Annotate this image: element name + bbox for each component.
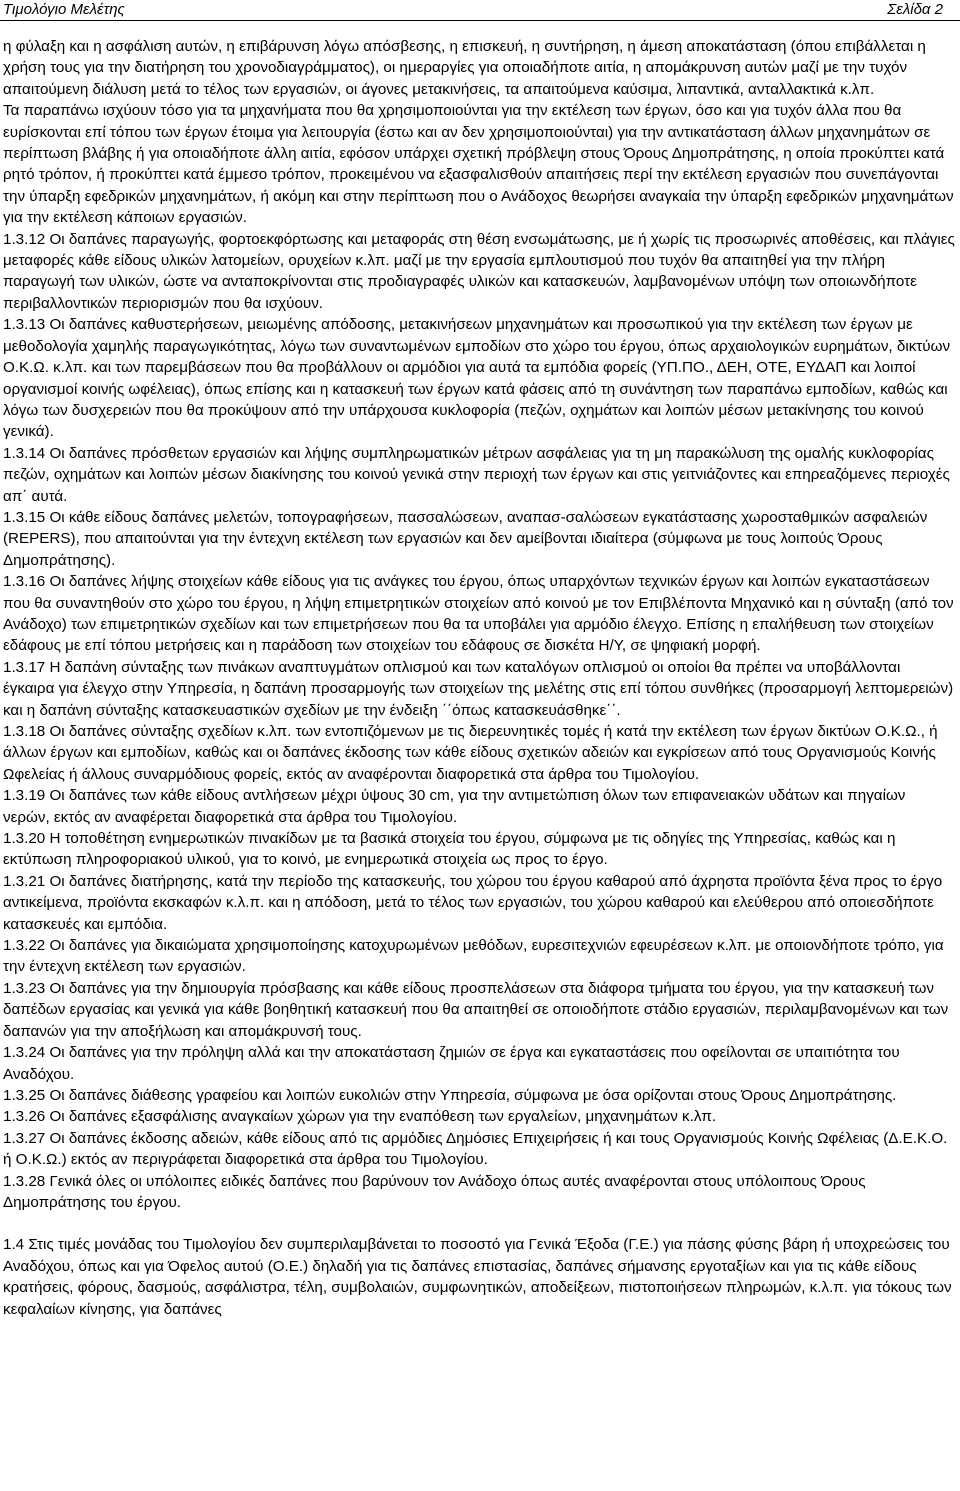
paragraph-1-3-27: 1.3.27 Οι δαπάνες έκδοσης αδειών, κάθε είδους από τις αρμόδιες Δημόσιες Επιχειρήσεις ή και τους Οργανισμούς Κοινής Ωφέλειας (Δ.Ε.Κ.Ο. ή Ο.Κ.Ω.) εκτός αν περιγράφεται διαφορετικά στα άρθρα του Τιμολογίου. <box>3 1129 948 1169</box>
paragraph-1-3-12: 1.3.12 Οι δαπάνες παραγωγής, φορτοεκφόρτωσης και μεταφοράς στη θέση ενσωμάτωσης, με ή χωρίς τις προσωρινές αποθέσεις, και πλάγιες μεταφορές κάθε είδους υλικών λατομείων, ορυχείων κ.λπ. μαζί με την εργασία εμπλουτισμού που τυχόν θα απαιτηθεί για την πλήρη παραγωγή των υλικών, ώστε να ανταποκρίνονται στις προδιαγραφές υλικών και κατασκευών, λαμβανομένων υπόψη των οποιωνδήποτε περιβαλλοντικών περιορισμών που θα ισχύουν. <box>3 230 955 312</box>
paragraph: η φύλαξη και η ασφάλιση αυτών, η επιβάρυνση λόγω απόσβεσης, η επισκευή, η συντήρηση, η άμεση αποκατάσταση (όπου επιβάλλεται η χρήση τους για την διατήρηση του χρονοδιαγράμματος), οι ημεραργίες για οποιαδήποτε αιτία, η απομάκρυνση αυτών μαζί με την τυχόν απαιτούμενη διάλυση μετά το τέλος των εργασιών, οι άγονες μετακινήσεις, τα απαιτούμενα καύσιμα, λιπαντικά, ανταλλακτικά κ.λπ. <box>3 38 926 98</box>
paragraph-1-3-20: 1.3.20 Η τοποθέτηση ενημερωτικών πινακίδων με τα βασικά στοιχεία του έργου, σύμφωνα με τις οδηγίες της Υπηρεσίας, καθώς και η εκτύπωση πληροφοριακού υλικού, για το κοινό, με ενημερωτικά στοιχεία ως προς το έργο. <box>3 830 896 869</box>
paragraph-1-3-19: 1.3.19 Οι δαπάνες των κάθε είδους αντλήσεων μέχρι ύψους 30 cm, για την αντιμετώπιση όλων των επιφανειακών υδάτων και πηγαίων νερών, εκτός αν αναφέρεται διαφορετικά στα άρθρα του Τιμολογίου. <box>3 787 906 826</box>
header-divider <box>0 20 960 21</box>
paragraph-1-3-22: 1.3.22 Οι δαπάνες για δικαιώματα χρησιμοποίησης κατοχυρωμένων μεθόδων, ευρεσιτεχνιών εφευρέσεων κ.λπ. με οποιονδήποτε τρόπο, για την έντεχνη εκτέλεση των εργασιών. <box>3 937 944 976</box>
paragraph-1-3-26: 1.3.26 Οι δαπάνες εξασφάλισης αναγκαίων χώρων για την εναπόθεση των εργαλείων, μηχανημάτων κ.λπ. <box>3 1108 717 1126</box>
paragraph-1-3-25: 1.3.25 Οι δαπάνες διάθεσης γραφείου και λοιπών ευκολιών στην Υπηρεσία, σύμφωνα με όσα ορίζονται στους Όρους Δημοπράτησης. <box>3 1086 897 1104</box>
paragraph-1-3-17: 1.3.17 Η δαπάνη σύνταξης των πινάκων αναπτυγμάτων οπλισμού και των καταλόγων οπλισμού οι οποίοι θα πρέπει να υποβάλλονται έγκαιρα για έλεγχο στην Υπηρεσία, η δαπάνη προσαρμογής των στοιχείων της μελέτης στις επί τόπου συνθήκες (προσαρμογή λεπτομερειών) και η δαπάνη σύνταξης κατασκευαστικών σχεδίων με την ένδειξη ΄΄όπως κατασκευάσθηκε΄΄. <box>3 658 954 719</box>
paragraph-1-3-23: 1.3.23 Οι δαπάνες για την δημιουργία πρόσβασης και κάθε είδους προσπελάσεων στα διάφορα τμήματα του έργου, για την κατασκευή των δαπέδων εργασίας και γενικά για κάθε βοηθητική κατασκευή που θα απαιτηθεί σε οποιοδήποτε στάδιο εργασιών, περιλαμβανομένων και των δαπανών για την αποξήλωση και απομάκρυνσή τους. <box>3 979 949 1040</box>
paragraph-1-3-24: 1.3.24 Οι δαπάνες για την πρόληψη αλλά και την αποκατάσταση ζημιών σε έργα και εγκαταστάσεις που οφείλονται σε υπαιτιότητα του Αναδόχου. <box>3 1044 900 1083</box>
paragraph-1-3-14: 1.3.14 Οι δαπάνες πρόσθετων εργασιών και λήψης συμπληρωματικών μέτρων ασφάλειας για τη μη παρακώλυση της ομαλής κυκλοφορίας πεζών, οχημάτων και λοιπών μέσων διακίνησης του κοινού γενικά στην περιοχή των έργων και στις γειτνιάζοντες και επηρεαζόμενες περιοχές απ΄ αυτά. <box>3 444 950 505</box>
paragraph: Τα παραπάνω ισχύουν τόσο για τα μηχανήματα που θα χρησιμοποιούνται για την εκτέλεση των έργων, όσο και για τυχόν άλλα που θα ευρίσκονται επί τόπου των έργων έτοιμα για λειτουργία (έστω και αν δεν χρησιμοποιούνται) για την αντικατάσταση άλλων μηχανημάτων σε περίπτωση βλάβης ή για οποιαδήποτε άλλη αιτία, εφόσον υπάρχει σχετική πρόβλεψη στους Όρους Δημοπράτησης, η οποία προκύπτει κατά ρητό τρόπον, ή προκύπτει κατά έμμεσο τρόπον, προκειμένου να εξασφαλισθούν απαιτήσεις περί την εκτέλεση εργασιών που συνεπάγονται την ύπαρξη εφεδρικών μηχανημάτων, ή ακόμη και στην περίπτωση που ο Ανάδοχος θεωρήσει αναγκαία την ύπαρξη εφεδρικών μηχανημάτων για την εκτέλεση κάποιων εργασιών. <box>3 102 954 227</box>
paragraph-1-3-21: 1.3.21 Οι δαπάνες διατήρησης, κατά την περίοδο της κατασκευής, του χώρου του έργου καθαρού από άχρηστα προϊόντα ξένα προς το έργο αντικείμενα, προϊόντα εκσκαφών κ.λ.π. και η απόδοση, μετά το τέλος των εργασιών, του χώρου καθαρού και ελεύθερου από οποιεσδήποτε κατασκευές και εμπόδια. <box>3 872 943 933</box>
paragraph-spacer <box>3 1213 955 1234</box>
document-body <box>3 36 955 1320</box>
document-title: Τιμολόγιο Μελέτης <box>3 1 125 18</box>
paragraph-1-4: 1.4 Στις τιμές μονάδας του Τιμολογίου δεν συμπεριλαμβάνεται το ποσοστό για Γενικά Έξοδα (Γ.Ε.) για πάσης φύσης βάρη ή υποχρεώσεις του Αναδόχου, όπως και για Όφελος αυτού (Ο.Ε.) δηλαδή για τις δαπάνες επιστασίας, δαπάνες σήμανσης εργοταξίων και για τις κάθε είδους κρατήσεις, φόρους, δασμούς, ασφάλιστρα, τέλη, συμβολαιών, συμφωνητικών, αποδείξεων, πιστοποιήσεων πληρωμών, κ.λ.π. για τόκους των κεφαλαίων κίνησης, για δαπάνες <box>3 1236 952 1318</box>
paragraph-1-3-13: 1.3.13 Οι δαπάνες καθυστερήσεων, μειωμένης απόδοσης, μετακινήσεων μηχανημάτων και προσωπικού για την εκτέλεση των έργων με μεθοδολογία χαμηλής παραγωγικότητας, λόγω των συναντωμένων εμποδίων στο χώρο του έργου, όπως αρχαιολογικών ευρημάτων, δικτύων Ο.Κ.Ω. κ.λπ. και των παρεμβάσεων που θα προβάλλουν οι αρμόδιοι για αυτά τα εμπόδια φορείς (ΥΠ.ΠΟ., ΔΕΗ, ΟΤΕ, ΕΥΔΑΠ και λοιποί οργανισμοί κοινής ωφέλειας), όπως επίσης και η κατασκευή των έργων κατά φάσεις από τη συνάντηση των παραπάνω εμποδίων, καθώς και λόγω των δυσχερειών που θα προκύψουν από την υπάρχουσα κυκλοφορία (πεζών, οχημάτων και λοιπών μέσων μετακίνησης του κοινού γενικά). <box>3 316 951 441</box>
paragraph-1-3-16: 1.3.16 Οι δαπάνες λήψης στοιχείων κάθε είδους για τις ανάγκες του έργου, όπως υπαρχόντων τεχνικών έργων και λοιπών εγκαταστάσεων που θα συναντηθούν στο χώρο του έργου, η λήψη επιμετρητικών στοιχείων από κοινού με τον Επιβλέποντα Μηχανικό και η σύνταξη (από τον Ανάδοχο) των επιμετρητικών σχεδίων και των επιμετρήσεων που θα τα υποβάλει για αρμόδιο έλεγχο. Επίσης η επαλήθευση των στοιχείων εδάφους με επί τόπου μετρήσεις και η παράδοση των στοιχείων του εδάφους σε δισκέτα Η/Υ, σε ψηφιακή μορφή. <box>3 573 954 655</box>
paragraph-1-3-15: 1.3.15 Οι κάθε είδους δαπάνες μελετών, τοπογραφήσεων, πασσαλώσεων, αναπασ-σαλώσεων εγκατάστασης χωροσταθμικών ασφαλειών (REPERS), που απαιτούνται για την έντεχνη εκτέλεση των εργασιών και δεν αμείβονται ιδιαίτερα (σύμφωνα με τους λοιπούς Όρους Δημοπράτησης). <box>3 508 928 569</box>
paragraph-1-3-18: 1.3.18 Οι δαπάνες σύνταξης σχεδίων κ.λπ. των εντοπιζόμενων με τις διερευνητικές τομές ή κατά την εκτέλεση των έργων δικτύων Ο.Κ.Ω., ή άλλων έργων και εμποδίων, καθώς και οι δαπάνες έκδοσης των κάθε είδους σχετικών αδειών και εγκρίσεων από τους Οργανισμούς Κοινής Ωφελείας ή άλλους συναρμόδιους φορείς, εκτός αν αναφέρονται διαφορετικά στα άρθρα του Τιμολογίου. <box>3 723 938 783</box>
page-number: Σελίδα 2 <box>887 1 943 18</box>
page-header <box>0 0 960 22</box>
paragraph-1-3-28: 1.3.28 Γενικά όλες οι υπόλοιπες ειδικές δαπάνες που βαρύνουν τον Ανάδοχο όπως αυτές αναφέρονται στους υπόλοιπους Όρους Δημοπράτησης του έργου. <box>3 1172 866 1211</box>
